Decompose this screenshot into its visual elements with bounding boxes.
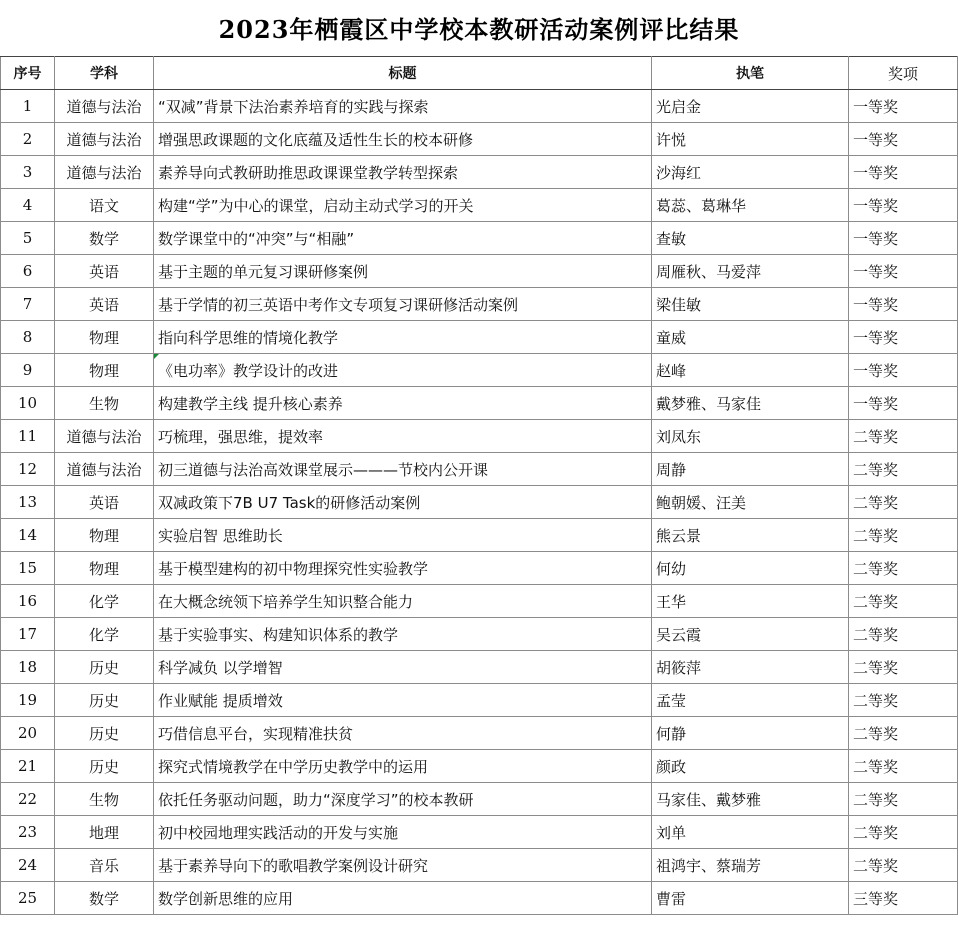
table-row (1, 717, 958, 750)
cell-subject[interactable]: 物理 (55, 354, 154, 387)
cell-no[interactable]: 24 (1, 849, 55, 882)
cell-award[interactable]: 二等奖 (849, 717, 958, 750)
cell-award[interactable]: 二等奖 (849, 750, 958, 783)
cell-award[interactable]: 一等奖 (849, 255, 958, 288)
table-row (1, 849, 958, 882)
page-title: 2023年栖霞区中学校本教研活动案例评比结果 (218, 15, 740, 44)
cell-title[interactable]: 巧梳理，强思维，提效率 (154, 420, 652, 453)
cell-award[interactable]: 一等奖 (849, 156, 958, 189)
cell-subject[interactable]: 语文 (55, 189, 154, 222)
cell-title[interactable]: 《电功率》教学设计的改进 (154, 354, 652, 387)
table-row (1, 123, 958, 156)
table-row (1, 486, 958, 519)
cell-award[interactable]: 一等奖 (849, 354, 958, 387)
cell-author[interactable]: 沙海红 (652, 156, 849, 189)
cell-no[interactable]: 22 (1, 783, 55, 816)
cell-no[interactable]: 3 (1, 156, 55, 189)
cell-no[interactable]: 11 (1, 420, 55, 453)
cell-award[interactable]: 二等奖 (849, 486, 958, 519)
cell-title[interactable]: 初三道德与法治高效课堂展示———节校内公开课 (154, 453, 652, 486)
cell-subject[interactable]: 数学 (55, 222, 154, 255)
table-row (1, 288, 958, 321)
cell-author[interactable]: 孟莹 (652, 684, 849, 717)
column-header-no[interactable]: 序号 (1, 57, 55, 90)
column-header-subject[interactable]: 学科 (55, 57, 154, 90)
cell-subject[interactable]: 英语 (55, 255, 154, 288)
cell-no[interactable]: 13 (1, 486, 55, 519)
cell-no[interactable]: 2 (1, 123, 55, 156)
cell-no[interactable]: 21 (1, 750, 55, 783)
cell-subject[interactable]: 历史 (55, 750, 154, 783)
cell-subject[interactable]: 英语 (55, 288, 154, 321)
cell-author[interactable]: 胡筱萍 (652, 651, 849, 684)
cell-title[interactable]: 巧借信息平台，实现精准扶贫 (154, 717, 652, 750)
cell-award[interactable]: 二等奖 (849, 552, 958, 585)
cell-title[interactable]: 增强思政课题的文化底蕴及适性生长的校本研修 (154, 123, 652, 156)
cell-no[interactable]: 7 (1, 288, 55, 321)
table-row (1, 552, 958, 585)
cell-title[interactable]: 基于模型建构的初中物理探究性实验教学 (154, 552, 652, 585)
cell-subject[interactable]: 化学 (55, 618, 154, 651)
table-row (1, 189, 958, 222)
cell-title[interactable]: 依托任务驱动问题，助力“深度学习”的校本教研 (154, 783, 652, 816)
cell-subject[interactable]: 物理 (55, 552, 154, 585)
cell-title[interactable]: 构建教学主线 提升核心素养 (154, 387, 652, 420)
cell-author[interactable]: 赵峰 (652, 354, 849, 387)
cell-author[interactable]: 何静 (652, 717, 849, 750)
cell-author[interactable]: 葛蕊、葛琳华 (652, 189, 849, 222)
cell-title[interactable]: 科学减负 以学增智 (154, 651, 652, 684)
cell-author[interactable]: 戴梦雅、马家佳 (652, 387, 849, 420)
table-row (1, 783, 958, 816)
cell-subject[interactable]: 历史 (55, 717, 154, 750)
cell-award[interactable]: 二等奖 (849, 618, 958, 651)
cell-no[interactable]: 23 (1, 816, 55, 849)
cell-author[interactable]: 马家佳、戴梦雅 (652, 783, 849, 816)
cell-title[interactable]: 素养导向式教研助推思政课课堂教学转型探索 (154, 156, 652, 189)
cell-subject[interactable]: 历史 (55, 684, 154, 717)
table-row (1, 387, 958, 420)
table-row (1, 618, 958, 651)
cell-title[interactable]: 探究式情境教学在中学历史教学中的运用 (154, 750, 652, 783)
table-row (1, 354, 958, 387)
cell-author[interactable]: 吴云霞 (652, 618, 849, 651)
table-row (1, 420, 958, 453)
cell-title[interactable]: 初中校园地理实践活动的开发与实施 (154, 816, 652, 849)
cell-subject[interactable]: 生物 (55, 783, 154, 816)
cell-subject[interactable]: 英语 (55, 486, 154, 519)
cell-award[interactable]: 一等奖 (849, 189, 958, 222)
table-row (1, 156, 958, 189)
cell-subject[interactable]: 地理 (55, 816, 154, 849)
cell-no[interactable]: 16 (1, 585, 55, 618)
cell-author[interactable]: 颜政 (652, 750, 849, 783)
cell-author[interactable]: 鲍朝媛、汪美 (652, 486, 849, 519)
cell-no[interactable]: 1 (1, 90, 55, 123)
cell-award[interactable]: 二等奖 (849, 453, 958, 486)
cell-no[interactable]: 8 (1, 321, 55, 354)
cell-title[interactable]: 指向科学思维的情境化教学 (154, 321, 652, 354)
table-row (1, 816, 958, 849)
cell-author[interactable]: 周静 (652, 453, 849, 486)
cell-title[interactable]: 双减政策下7B U7 Task的研修活动案例 (154, 486, 652, 519)
table-row (1, 321, 958, 354)
cell-no[interactable]: 19 (1, 684, 55, 717)
cell-author[interactable]: 王华 (652, 585, 849, 618)
cell-no[interactable]: 17 (1, 618, 55, 651)
cell-author[interactable]: 刘单 (652, 816, 849, 849)
cell-no[interactable]: 4 (1, 189, 55, 222)
cell-award[interactable]: 二等奖 (849, 684, 958, 717)
cell-award[interactable]: 一等奖 (849, 123, 958, 156)
cell-award[interactable]: 二等奖 (849, 519, 958, 552)
cell-title[interactable]: “双减”背景下法治素养培育的实践与探索 (154, 90, 652, 123)
table-row (1, 585, 958, 618)
cell-subject[interactable]: 生物 (55, 387, 154, 420)
cell-award[interactable]: 二等奖 (849, 783, 958, 816)
cell-author[interactable]: 何幼 (652, 552, 849, 585)
cell-author[interactable]: 童威 (652, 321, 849, 354)
cell-title[interactable]: 在大概念统领下培养学生知识整合能力 (154, 585, 652, 618)
cell-title[interactable]: 数学课堂中的“冲突”与“相融” (154, 222, 652, 255)
cell-no[interactable]: 12 (1, 453, 55, 486)
cell-subject[interactable]: 道德与法治 (55, 90, 154, 123)
cell-award[interactable]: 二等奖 (849, 585, 958, 618)
column-header-author[interactable]: 执笔 (652, 57, 849, 90)
cell-award[interactable]: 一等奖 (849, 387, 958, 420)
cell-subject[interactable]: 物理 (55, 519, 154, 552)
cell-author[interactable]: 祖鸿宇、蔡瑞芳 (652, 849, 849, 882)
cell-author[interactable]: 梁佳敏 (652, 288, 849, 321)
cell-no[interactable]: 9 (1, 354, 55, 387)
table-row (1, 750, 958, 783)
cell-subject[interactable]: 道德与法治 (55, 453, 154, 486)
column-header-award[interactable]: 奖项 (849, 57, 958, 90)
results-table (0, 56, 958, 915)
cell-subject[interactable]: 物理 (55, 321, 154, 354)
table-row (1, 90, 958, 123)
cell-award[interactable]: 二等奖 (849, 849, 958, 882)
cell-subject[interactable]: 道德与法治 (55, 123, 154, 156)
cell-no[interactable]: 6 (1, 255, 55, 288)
cell-subject[interactable]: 化学 (55, 585, 154, 618)
cell-title[interactable]: 基于学情的初三英语中考作文专项复习课研修活动案例 (154, 288, 652, 321)
cell-no[interactable]: 25 (1, 882, 55, 915)
cell-award[interactable]: 一等奖 (849, 90, 958, 123)
table-row (1, 684, 958, 717)
cell-no[interactable]: 15 (1, 552, 55, 585)
cell-no[interactable]: 5 (1, 222, 55, 255)
cell-award[interactable]: 一等奖 (849, 222, 958, 255)
cell-author[interactable]: 熊云景 (652, 519, 849, 552)
header-row (1, 57, 958, 90)
cell-author[interactable]: 查敏 (652, 222, 849, 255)
column-header-title[interactable]: 标题 (154, 57, 652, 90)
cell-no[interactable]: 14 (1, 519, 55, 552)
cell-no[interactable]: 18 (1, 651, 55, 684)
cell-subject[interactable]: 历史 (55, 651, 154, 684)
table-row (1, 519, 958, 552)
table-row (1, 882, 958, 915)
cell-title[interactable]: 数学创新思维的应用 (154, 882, 652, 915)
table-body (1, 90, 958, 915)
cell-author[interactable]: 光启金 (652, 90, 849, 123)
cell-award[interactable]: 二等奖 (849, 420, 958, 453)
cell-title[interactable]: 基于主题的单元复习课研修案例 (154, 255, 652, 288)
cell-award[interactable]: 一等奖 (849, 288, 958, 321)
cell-author[interactable]: 周雁秋、马爱萍 (652, 255, 849, 288)
cell-subject[interactable]: 音乐 (55, 849, 154, 882)
cell-award[interactable]: 三等奖 (849, 882, 958, 915)
cell-award[interactable]: 一等奖 (849, 321, 958, 354)
cell-subject[interactable]: 数学 (55, 882, 154, 915)
cell-author[interactable]: 许悦 (652, 123, 849, 156)
cell-subject[interactable]: 道德与法治 (55, 420, 154, 453)
cell-author[interactable]: 刘凤东 (652, 420, 849, 453)
cell-no[interactable]: 10 (1, 387, 55, 420)
table-row (1, 222, 958, 255)
cell-title[interactable]: 构建“学”为中心的课堂，启动主动式学习的开关 (154, 189, 652, 222)
cell-subject[interactable]: 道德与法治 (55, 156, 154, 189)
table-row (1, 453, 958, 486)
cell-title[interactable]: 基于实验事实、构建知识体系的教学 (154, 618, 652, 651)
table-row (1, 651, 958, 684)
cell-award[interactable]: 二等奖 (849, 816, 958, 849)
table-row (1, 255, 958, 288)
cell-title[interactable]: 实验启智 思维助长 (154, 519, 652, 552)
cell-award[interactable]: 二等奖 (849, 651, 958, 684)
cell-author[interactable]: 曹雷 (652, 882, 849, 915)
cell-no[interactable]: 20 (1, 717, 55, 750)
cell-title[interactable]: 基于素养导向下的歌唱教学案例设计研究 (154, 849, 652, 882)
cell-title[interactable]: 作业赋能 提质增效 (154, 684, 652, 717)
